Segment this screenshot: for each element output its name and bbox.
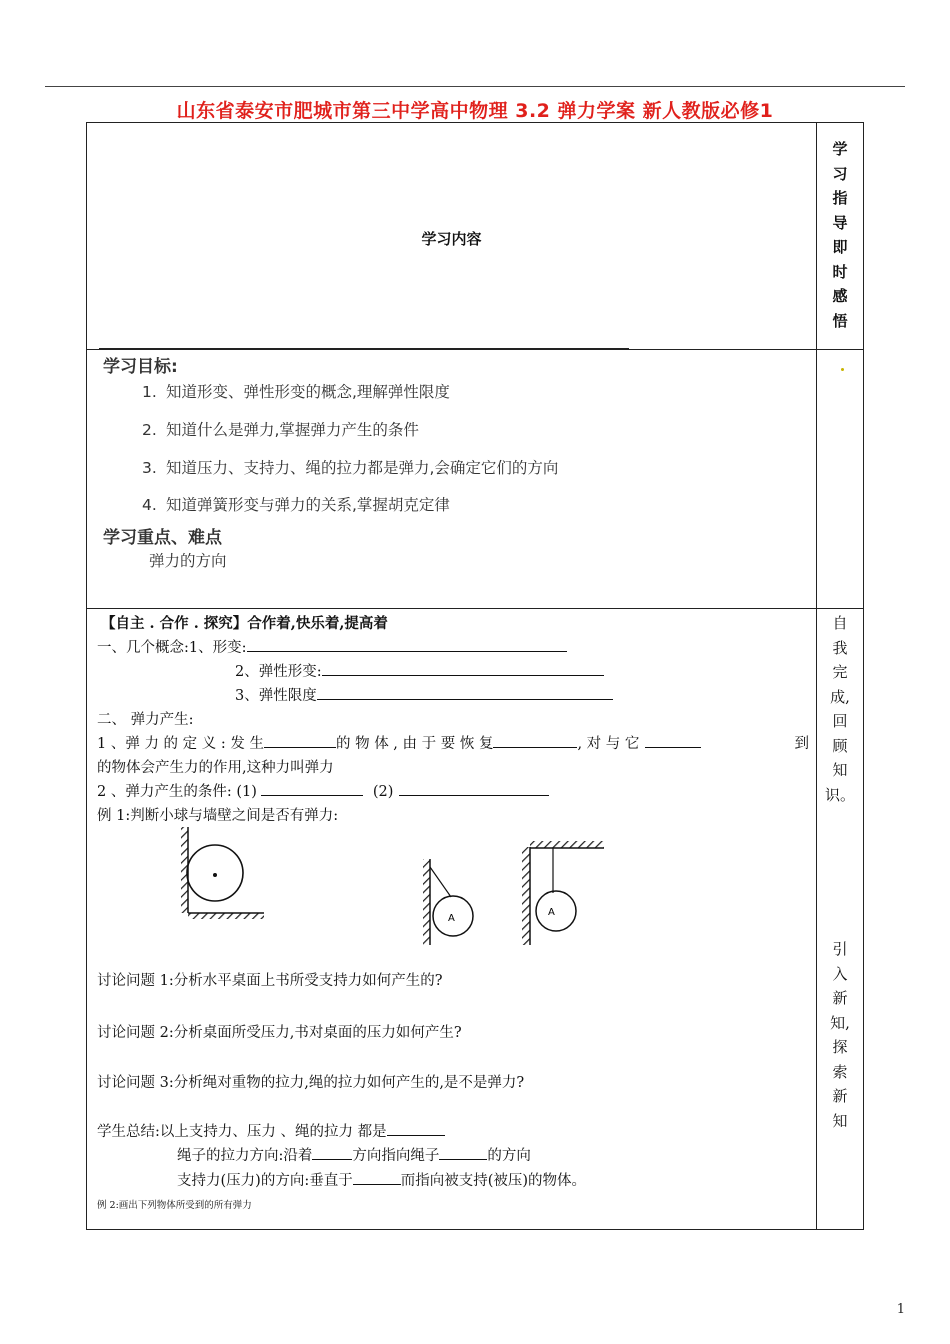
summary-support-direction: 支持力(压力)的方向:垂直于 而指向被支持(被压)的物体。	[177, 1169, 586, 1193]
condition-line: 2 、弹力产生的条件: (1) (2)	[97, 780, 549, 804]
content-header-cell	[87, 123, 817, 350]
goals-heading: 学习目标:	[103, 352, 178, 377]
part2-heading: 二、 弹力产生:	[97, 712, 194, 728]
document-title: 山东省泰安市肥城市第三中学高中物理 3.2 弹力学案 新人教版必修1	[176, 100, 774, 122]
section-title: 【自主 . 合作 . 探究】合作着,快乐着,提高着	[101, 615, 388, 632]
figure-ball-wall-rope	[423, 859, 473, 945]
side-notes-cell	[817, 609, 864, 1230]
goals-cell	[87, 350, 817, 609]
side-goals-cell	[817, 350, 864, 609]
main-body-cell	[87, 609, 817, 1230]
figure-ball-hanging	[522, 841, 604, 945]
ball-label: A	[448, 913, 455, 924]
side-note-review: 自 我 完 成, 回 顾 知 识。	[824, 614, 855, 804]
discussion-q3: 讨论问题 3:分析绳对重物的拉力,绳的拉力如何产生的,是不是弹力?	[97, 1075, 525, 1091]
summary-rope-direction: 绳子的拉力方向:沿着 方向指向绳子 的方向	[177, 1144, 531, 1168]
side-char: 习	[832, 164, 848, 183]
page-number: 1	[896, 1302, 905, 1317]
definition-line-2: 的物体会产生力的作用,这种力叫弹力	[97, 760, 334, 776]
example1-figures	[167, 817, 617, 947]
side-char: 学	[832, 140, 848, 158]
figure-ball-corner	[181, 827, 264, 919]
ball-label: A	[548, 907, 555, 918]
example2-text: 例 2:画出下列物体所受到的所有弹力	[97, 1200, 252, 1211]
concept-line: 3、弹性限度	[235, 684, 613, 708]
marker-dot	[841, 368, 844, 371]
side-header-cell	[817, 123, 864, 350]
content-label: 学习内容	[421, 230, 482, 248]
definition-line: 1 、弹 力 的 定 义 : 发 生 的 物 体 , 由 于 要 恢 复 , 对 与 它 到	[97, 732, 809, 756]
side-char: 指	[832, 189, 848, 207]
side-char: 时	[832, 262, 848, 281]
example1-text: 例 1:判断小球与墙壁之间是否有弹力:	[97, 808, 339, 824]
goal-item: 2. 知道什么是弹力,掌握弹力产生的条件	[142, 421, 419, 439]
goal-item: 1. 知道形变、弹性形变的概念,理解弹性限度	[142, 383, 450, 401]
key-points-text: 弹力的方向	[149, 552, 227, 570]
summary-line: 学生总结:以上支持力、压力 、绳的拉力 都是	[97, 1120, 445, 1144]
goal-item: 3. 知道压力、支持力、绳的拉力都是弹力,会确定它们的方向	[142, 459, 559, 477]
concept-line: 一、几个概念:1、形变:	[97, 636, 567, 660]
side-char: 感	[832, 287, 848, 305]
side-char: 悟	[832, 311, 848, 330]
lesson-table	[86, 122, 864, 1230]
key-points-heading: 学习重点、难点	[103, 528, 222, 548]
side-char: 导	[832, 213, 848, 232]
top-rule	[45, 86, 905, 87]
concept-line: 2、弹性形变:	[235, 660, 604, 684]
side-char: 即	[832, 238, 848, 256]
discussion-q1: 讨论问题 1:分析水平桌面上书所受支持力如何产生的?	[97, 973, 443, 989]
goal-item: 4. 知道弹簧形变与弹力的关系,掌握胡克定律	[142, 496, 450, 514]
discussion-q2: 讨论问题 2:分析桌面所受压力,书对桌面的压力如何产生?	[97, 1025, 462, 1041]
side-note-explore: 引 入 新 知, 探 索 新 知	[830, 940, 850, 1130]
